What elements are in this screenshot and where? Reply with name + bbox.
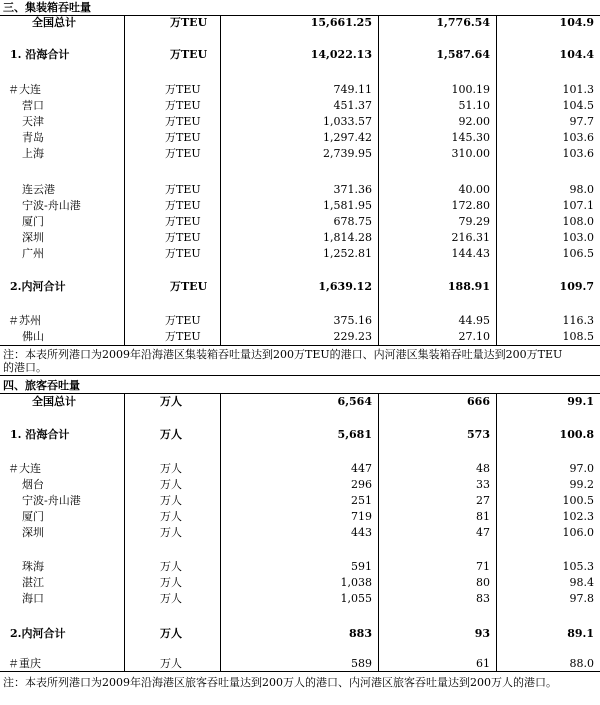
passenger-row-value-ratio: 102.3 — [562, 510, 594, 523]
teu-row-name: 深圳 — [22, 231, 44, 244]
passenger-row-unit: 万人 — [160, 462, 182, 475]
teu-row-value-ratio: 109.7 — [559, 280, 594, 293]
teu-row-value-2009: 1,814.28 — [323, 231, 372, 244]
passenger-col-divider-3 — [378, 393, 379, 671]
passenger-row-value-ratio: 97.0 — [569, 462, 594, 475]
passenger-row-value-month: 81 — [476, 510, 490, 523]
teu-row-unit: 万TEU — [165, 183, 201, 196]
passenger-row-unit: 万人 — [160, 478, 182, 491]
passenger-row-value-ratio: 99.2 — [569, 478, 594, 491]
teu-row-value-ratio: 103.0 — [562, 231, 594, 244]
teu-row-unit: 万TEU — [165, 99, 201, 112]
passenger-row-value-month: 80 — [476, 576, 490, 589]
teu-row-value-month: 216.31 — [451, 231, 490, 244]
passenger-row-value-2009: 589 — [351, 657, 372, 670]
passenger-col-divider-1 — [124, 393, 125, 671]
teu-note-line-1: 注：本表所列港口为2009年沿海港区集装箱吞吐量达到200万TEU的港口、内河港区集装箱吞吐量达到200万TEU — [3, 348, 563, 361]
passenger-row-value-month: 27 — [476, 494, 490, 507]
passenger-row-value-ratio: 106.0 — [562, 526, 594, 539]
teu-row-value-2009: 1,639.12 — [318, 280, 372, 293]
teu-row-name: 天津 — [22, 115, 44, 128]
teu-row-value-2009: 678.75 — [333, 215, 372, 228]
teu-row-value-month: 44.95 — [458, 314, 490, 327]
teu-row-value-2009: 15,661.25 — [310, 16, 372, 29]
teu-row-name: 佛山 — [22, 330, 44, 343]
passenger-row-value-2009: 1,055 — [340, 592, 372, 605]
passenger-row-value-month: 93 — [474, 627, 490, 640]
passenger-row-value-ratio: 100.5 — [562, 494, 594, 507]
teu-row-unit: 万TEU — [170, 16, 208, 29]
teu-row-unit: 万TEU — [165, 131, 201, 144]
teu-row-unit: 万TEU — [165, 231, 201, 244]
teu-row-value-month: 79.29 — [458, 215, 490, 228]
teu-row-unit: 万TEU — [165, 330, 201, 343]
teu-row-value-ratio: 104.5 — [562, 99, 594, 112]
teu-row-value-2009: 749.11 — [333, 83, 372, 96]
teu-section-title: 三、集装箱吞吐量 — [3, 1, 91, 14]
passenger-row-name: ＃重庆 — [8, 657, 41, 670]
teu-row-value-month: 172.80 — [451, 199, 490, 212]
teu-row-unit: 万TEU — [165, 115, 201, 128]
passenger-row-value-ratio: 99.1 — [567, 395, 594, 408]
teu-bottom-rule — [0, 345, 600, 346]
passenger-row-value-2009: 719 — [351, 510, 372, 523]
teu-row-value-ratio: 116.3 — [562, 314, 594, 327]
teu-row-name: 上海 — [22, 147, 44, 160]
teu-row-name: 连云港 — [22, 183, 55, 196]
passenger-row-value-month: 33 — [476, 478, 490, 491]
teu-row-value-month: 1,776.54 — [436, 16, 490, 29]
teu-row-value-month: 40.00 — [458, 183, 490, 196]
teu-row-name: 2.内河合计 — [10, 280, 66, 293]
teu-row-value-ratio: 106.5 — [562, 247, 594, 260]
teu-row-value-month: 27.10 — [458, 330, 490, 343]
passenger-row-value-month: 666 — [467, 395, 490, 408]
passenger-row-name: 宁波-舟山港 — [22, 494, 81, 507]
passenger-row-value-month: 83 — [476, 592, 490, 605]
teu-row-value-2009: 1,581.95 — [323, 199, 372, 212]
passenger-section-title: 四、旅客吞吐量 — [3, 379, 80, 392]
passenger-row-value-ratio: 105.3 — [562, 560, 594, 573]
teu-row-name: 全国总计 — [32, 16, 76, 29]
teu-row-value-2009: 371.36 — [333, 183, 372, 196]
passenger-row-value-ratio: 89.1 — [567, 627, 594, 640]
teu-row-unit: 万TEU — [165, 247, 201, 260]
passenger-top-rule — [0, 375, 600, 376]
passenger-row-value-ratio: 98.4 — [569, 576, 594, 589]
teu-row-value-2009: 1,252.81 — [323, 247, 372, 260]
teu-row-name: 1. 沿海合计 — [10, 48, 70, 61]
passenger-row-value-2009: 251 — [351, 494, 372, 507]
teu-row-value-month: 100.19 — [451, 83, 490, 96]
teu-row-name: ＃苏州 — [8, 314, 41, 327]
teu-note-line-2: 的港口。 — [3, 361, 47, 374]
teu-row-unit: 万TEU — [165, 83, 201, 96]
passenger-row-name: ＃大连 — [8, 462, 41, 475]
passenger-row-value-month: 61 — [476, 657, 490, 670]
passenger-row-value-2009: 443 — [351, 526, 372, 539]
passenger-row-value-2009: 591 — [351, 560, 372, 573]
teu-row-value-month: 92.00 — [458, 115, 490, 128]
teu-col-divider-3 — [378, 15, 379, 345]
passenger-row-value-month: 47 — [476, 526, 490, 539]
teu-row-unit: 万TEU — [170, 48, 208, 61]
passenger-row-value-2009: 447 — [351, 462, 372, 475]
passenger-row-name: 全国总计 — [32, 395, 76, 408]
passenger-row-value-month: 71 — [476, 560, 490, 573]
teu-row-value-2009: 451.37 — [333, 99, 372, 112]
passenger-row-name: 深圳 — [22, 526, 44, 539]
teu-row-value-ratio: 98.0 — [569, 183, 594, 196]
teu-row-name: 广州 — [22, 247, 44, 260]
passenger-row-unit: 万人 — [160, 627, 182, 640]
teu-row-unit: 万TEU — [165, 147, 201, 160]
passenger-row-value-2009: 5,681 — [337, 428, 372, 441]
passenger-bottom-rule — [0, 671, 600, 672]
teu-col-divider-4 — [496, 15, 497, 345]
teu-row-value-2009: 2,739.95 — [323, 147, 372, 160]
passenger-note-line-1: 注：本表所列港口为2009年沿海港区旅客吞吐量达到200万人的港口、内河港区旅客吞吐量达到200万人的港口。 — [3, 676, 557, 689]
teu-row-value-month: 145.30 — [451, 131, 490, 144]
passenger-row-value-ratio: 88.0 — [569, 657, 594, 670]
teu-row-value-month: 144.43 — [451, 247, 490, 260]
passenger-row-unit: 万人 — [160, 560, 182, 573]
passenger-row-name: 烟台 — [22, 478, 44, 491]
passenger-row-unit: 万人 — [160, 576, 182, 589]
teu-row-value-2009: 14,022.13 — [310, 48, 372, 61]
teu-row-value-month: 1,587.64 — [436, 48, 490, 61]
teu-row-value-ratio: 104.9 — [559, 16, 594, 29]
teu-row-value-2009: 1,033.57 — [323, 115, 372, 128]
teu-row-name: 宁波-舟山港 — [22, 199, 81, 212]
teu-row-value-ratio: 101.3 — [562, 83, 594, 96]
passenger-row-name: 2.内河合计 — [10, 627, 66, 640]
teu-row-value-2009: 375.16 — [333, 314, 372, 327]
passenger-row-name: 1. 沿海合计 — [10, 428, 70, 441]
passenger-col-divider-4 — [496, 393, 497, 671]
passenger-row-value-ratio: 97.8 — [569, 592, 594, 605]
passenger-row-name: 珠海 — [22, 560, 44, 573]
teu-row-value-ratio: 108.0 — [562, 215, 594, 228]
teu-row-value-ratio: 103.6 — [562, 147, 594, 160]
passenger-row-value-2009: 296 — [351, 478, 372, 491]
passenger-row-value-2009: 1,038 — [340, 576, 372, 589]
teu-row-unit: 万TEU — [165, 215, 201, 228]
teu-row-name: 青岛 — [22, 131, 44, 144]
teu-row-unit: 万TEU — [165, 199, 201, 212]
passenger-row-value-2009: 883 — [349, 627, 372, 640]
teu-row-value-ratio: 108.5 — [562, 330, 594, 343]
passenger-row-unit: 万人 — [160, 592, 182, 605]
teu-row-value-month: 310.00 — [451, 147, 490, 160]
passenger-row-unit: 万人 — [160, 510, 182, 523]
teu-row-name: ＃大连 — [8, 83, 41, 96]
passenger-row-unit: 万人 — [160, 395, 182, 408]
passenger-row-unit: 万人 — [160, 428, 182, 441]
teu-row-value-2009: 1,297.42 — [323, 131, 372, 144]
teu-row-value-month: 188.91 — [447, 280, 490, 293]
teu-row-value-ratio: 107.1 — [562, 199, 594, 212]
teu-row-name: 厦门 — [22, 215, 44, 228]
passenger-row-name: 湛江 — [22, 576, 44, 589]
teu-row-name: 营口 — [22, 99, 44, 112]
teu-row-value-ratio: 103.6 — [562, 131, 594, 144]
teu-row-unit: 万TEU — [170, 280, 208, 293]
passenger-row-value-ratio: 100.8 — [559, 428, 594, 441]
teu-row-value-month: 51.10 — [458, 99, 490, 112]
teu-col-divider-2 — [220, 15, 221, 345]
passenger-col-divider-2 — [220, 393, 221, 671]
passenger-row-value-2009: 6,564 — [337, 395, 372, 408]
passenger-row-name: 海口 — [22, 592, 44, 605]
teu-row-value-ratio: 104.4 — [559, 48, 594, 61]
passenger-row-unit: 万人 — [160, 657, 182, 670]
teu-row-unit: 万TEU — [165, 314, 201, 327]
passenger-row-value-month: 48 — [476, 462, 490, 475]
passenger-row-unit: 万人 — [160, 494, 182, 507]
teu-row-value-ratio: 97.7 — [569, 115, 594, 128]
passenger-row-name: 厦门 — [22, 510, 44, 523]
passenger-header-rule — [0, 393, 600, 394]
passenger-row-unit: 万人 — [160, 526, 182, 539]
teu-row-value-2009: 229.23 — [333, 330, 372, 343]
passenger-row-value-month: 573 — [467, 428, 490, 441]
teu-col-divider-1 — [124, 15, 125, 345]
